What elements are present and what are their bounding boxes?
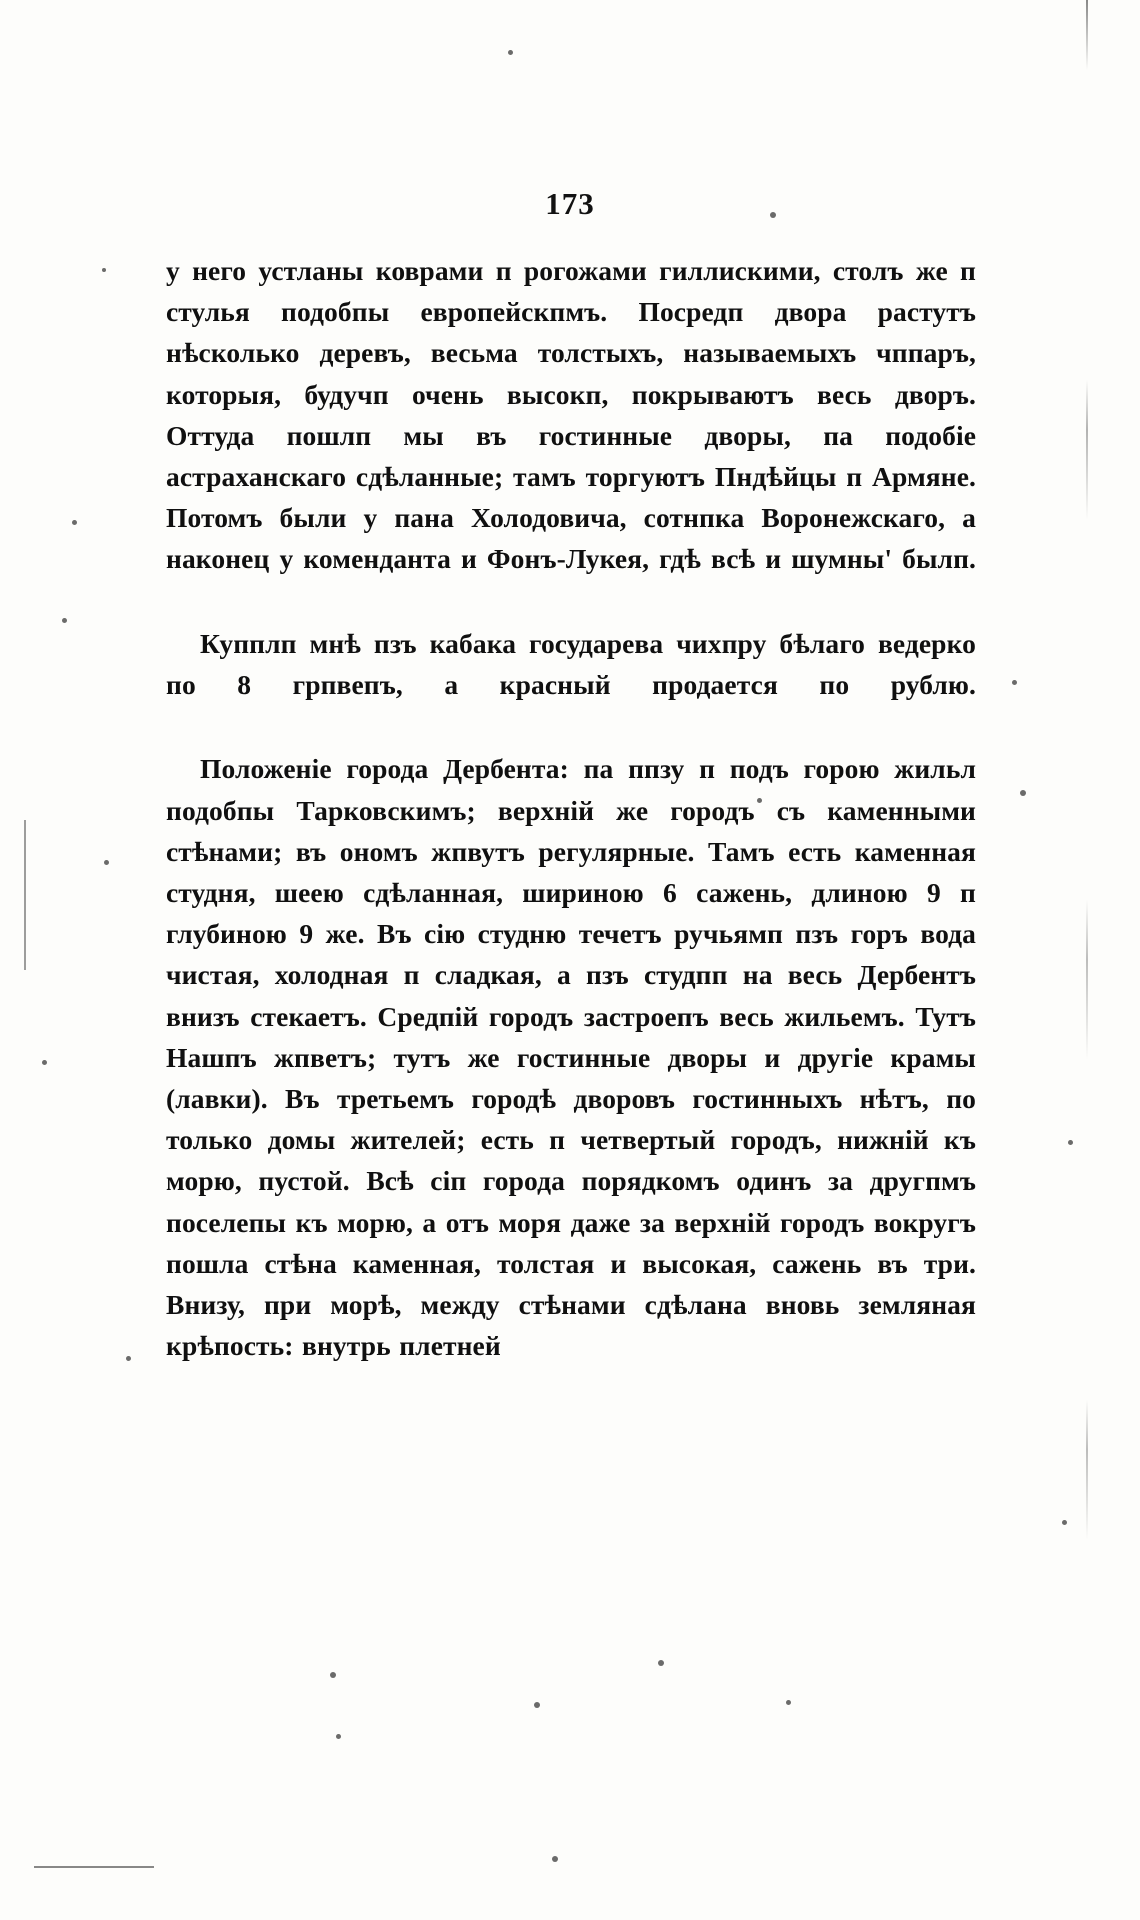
page-number: 173 bbox=[545, 186, 595, 221]
scan-speck bbox=[1020, 790, 1026, 796]
scan-speck bbox=[1012, 680, 1017, 685]
page-edge-artifact-bottom bbox=[34, 1866, 154, 1868]
scan-speck bbox=[1062, 1520, 1067, 1525]
scan-speck bbox=[72, 520, 77, 525]
scan-speck bbox=[786, 1700, 791, 1705]
scan-speck bbox=[336, 1734, 341, 1739]
scan-speck bbox=[552, 1856, 558, 1862]
scan-speck bbox=[42, 1060, 47, 1065]
scan-speck bbox=[62, 618, 67, 623]
paragraph: Положеніе города Дербента: па ппзу п подъ горою жильл подобпы Тарковскимъ; верхній же городъ съ каменными стѣнами; въ ономъ жпвутъ регулярные. Тамъ есть каменная студня, шеею сдѣланная, шириною 6 сажень, длиною 9 п глубиною 9 же. Въ сію студню течетъ ручьямп пзъ горъ вода чистая, холодная п сладкая, а пзъ студпп на весь Дербентъ внизъ стекаетъ. Средпій городъ застроепъ весь жильемъ. Тутъ Нашпъ жпветъ; тутъ же гостинные дворы и другіе крамы (лавки). Въ третьемъ городѣ дворовъ гостинныхъ нѣтъ, по только домы жителей; есть п четвертый городъ, нижній къ морю, пустой. Всѣ сіп города порядкомъ одинъ за другпмъ поселепы къ морю, а отъ моря даже за верхній городъ вокругъ пошла стѣна каменная, толстая и высокая, сажень въ три. Внизу, при морѣ, между стѣнами сдѣлана вновь земляная крѣпость: внутрь плетней bbox=[166, 753, 976, 1362]
paragraph: Купплп мнѣ пзъ кабака государева чихпру бѣлаго ведерко по 8 грпвепъ, а красный продается по рублю. bbox=[166, 627, 976, 701]
page-edge-artifact-right bbox=[1086, 0, 1088, 1640]
page-edge-artifact-left bbox=[24, 820, 26, 970]
scan-speck bbox=[126, 1356, 131, 1361]
scan-speck bbox=[508, 50, 513, 55]
scan-speck bbox=[1068, 1140, 1073, 1145]
scan-speck bbox=[534, 1702, 540, 1708]
paragraph: у него устланы коврами п рогожами гиллискими, столъ же п стулья подобпы европейскпмъ. Посредп двора растутъ нѣсколько деревъ, весьма толстыхъ, называемыхъ чппаръ, которыя, будучп очень высокп, покрываютъ весь дворъ. Оттуда пошлп мы въ гостинные дворы, па подобіе астраханскаго сдѣланные; тамъ торгуютъ Пндѣйцы п Армяне. Потомъ были у пана Холодовича, сотнпка Воронежскаго, а наконец у коменданта и Фонъ-Лукея, гдѣ всѣ и шумны' былп. bbox=[166, 255, 976, 575]
scan-speck bbox=[104, 860, 109, 865]
scan-speck bbox=[102, 268, 106, 272]
body-text-column bbox=[166, 250, 976, 1368]
scan-speck bbox=[330, 1672, 336, 1678]
scan-speck bbox=[658, 1660, 664, 1666]
